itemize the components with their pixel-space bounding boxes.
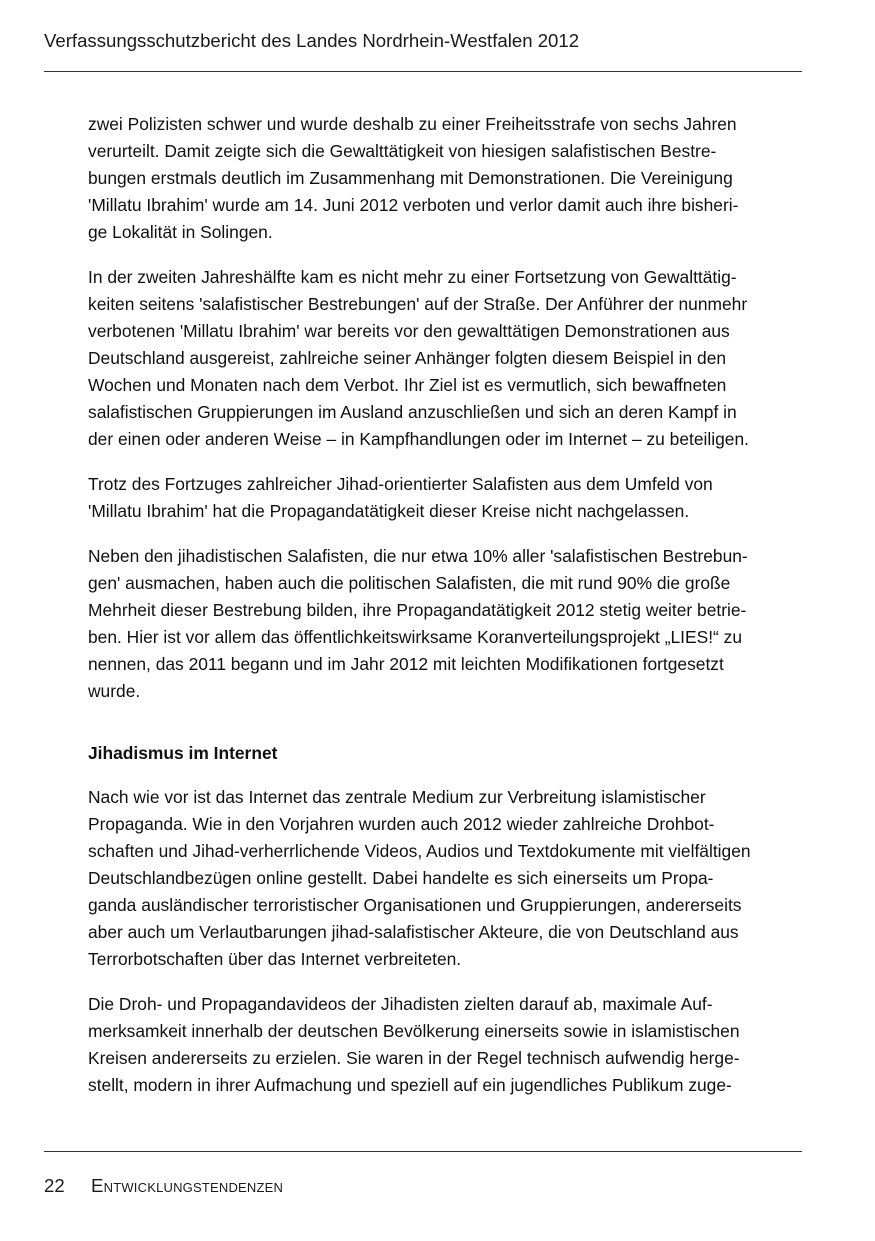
- text-line: bungen erstmals deutlich im Zusammenhang mit Demonstrationen. Die Vereinigung: [88, 168, 733, 188]
- text-line: der einen oder anderen Weise – in Kampfhandlungen oder im Internet – zu beteiligen.: [88, 429, 749, 449]
- text-line: 'Millatu Ibrahim' hat die Propagandatätigkeit dieser Kreise nicht nachgelassen.: [88, 501, 690, 521]
- text-line: nennen, das 2011 begann und im Jahr 2012 mit leichten Modifikationen fortgesetzt: [88, 654, 724, 674]
- paragraphs-after-heading: [88, 784, 804, 1099]
- text-line: schaften und Jihad-verherrlichende Videos, Audios und Textdokumente mit vielfältigen: [88, 841, 751, 861]
- text-line: Propaganda. Wie in den Vorjahren wurden auch 2012 wieder zahlreiche Drohbot-: [88, 814, 715, 834]
- paragraph: [88, 543, 804, 705]
- text-line: merksamkeit innerhalb der deutschen Bevölkerung einerseits sowie in islamistischen: [88, 1021, 740, 1041]
- text-line: ganda ausländischer terroristischer Organisationen und Gruppierungen, andererseits: [88, 895, 742, 915]
- text-line: Wochen und Monaten nach dem Verbot. Ihr Ziel ist es vermutlich, sich bewaffneten: [88, 375, 727, 395]
- document-title: Verfassungsschutzbericht des Landes Nordrhein-Westfalen 2012: [44, 30, 580, 51]
- text-line: stellt, modern in ihrer Aufmachung und speziell auf ein jugendliches Publikum zuge-: [88, 1075, 732, 1095]
- text-line: salafistischen Gruppierungen im Ausland anzuschließen und sich an deren Kampf in: [88, 402, 737, 422]
- paragraph: [88, 111, 804, 246]
- text-line: aber auch um Verlautbarungen jihad-salafistischer Akteure, die von Deutschland aus: [88, 922, 739, 942]
- text-line: ben. Hier ist vor allem das öffentlichkeitswirksame Koranverteilungsprojekt „LIES!“ zu: [88, 627, 743, 647]
- section-heading: Jihadismus im Internet: [88, 743, 278, 763]
- paragraphs-before-heading: [88, 111, 804, 705]
- footer-divider: [44, 1151, 802, 1152]
- paragraph: [88, 264, 804, 453]
- text-line: Trotz des Fortzuges zahlreicher Jihad-orientierter Salafisten aus dem Umfeld von: [88, 474, 713, 494]
- chapter-name: Entwicklungstendenzen: [91, 1175, 284, 1196]
- text-line: gen' ausmachen, haben auch die politischen Salafisten, die mit rund 90% die große: [88, 573, 731, 593]
- text-line: verbotenen 'Millatu Ibrahim' war bereits vor den gewalttätigen Demonstrationen aus: [88, 321, 730, 341]
- text-line: 'Millatu Ibrahim' wurde am 14. Juni 2012 verboten und verlor damit auch ihre bisheri-: [88, 195, 739, 215]
- text-line: verurteilt. Damit zeigte sich die Gewalttätigkeit von hiesigen salafistischen Bestre-: [88, 141, 717, 161]
- text-line: Deutschland ausgereist, zahlreiche seiner Anhänger folgten diesem Beispiel in den: [88, 348, 727, 368]
- text-line: Deutschlandbezügen online gestellt. Dabei handelte es sich einerseits um Propa-: [88, 868, 714, 888]
- header-divider: [44, 71, 802, 72]
- text-line: In der zweiten Jahreshälfte kam es nicht mehr zu einer Fortsetzung von Gewalttätig-: [88, 267, 737, 287]
- text-line: ge Lokalität in Solingen.: [88, 222, 273, 242]
- text-line: zwei Polizisten schwer und wurde deshalb zu einer Freiheitsstrafe von sechs Jahren: [88, 114, 737, 134]
- page-header: [44, 28, 802, 54]
- text-line: wurde.: [88, 681, 141, 701]
- paragraph: [88, 991, 804, 1099]
- page-footer: [44, 1173, 283, 1199]
- paragraph: [88, 784, 804, 973]
- text-line: Neben den jihadistischen Salafisten, die nur etwa 10% aller 'salafistischen Bestrebun-: [88, 546, 748, 566]
- text-line: Mehrheit dieser Bestrebung bilden, ihre Propagandatätigkeit 2012 stetig weiter betrie-: [88, 600, 747, 620]
- text-line: Die Droh- und Propagandavideos der Jihadisten zielten darauf ab, maximale Auf-: [88, 994, 713, 1014]
- text-line: Kreisen andererseits zu erzielen. Sie waren in der Regel technisch aufwendig herge-: [88, 1048, 740, 1068]
- text-line: Nach wie vor ist das Internet das zentrale Medium zur Verbreitung islamistischer: [88, 787, 706, 807]
- page-body: [88, 111, 804, 1117]
- page-number: 22: [44, 1175, 65, 1196]
- text-line: Terrorbotschaften über das Internet verbreiteten.: [88, 949, 462, 969]
- paragraph: [88, 471, 804, 525]
- text-line: keiten seitens 'salafistischer Bestrebungen' auf der Straße. Der Anführer der nunmehr: [88, 294, 748, 314]
